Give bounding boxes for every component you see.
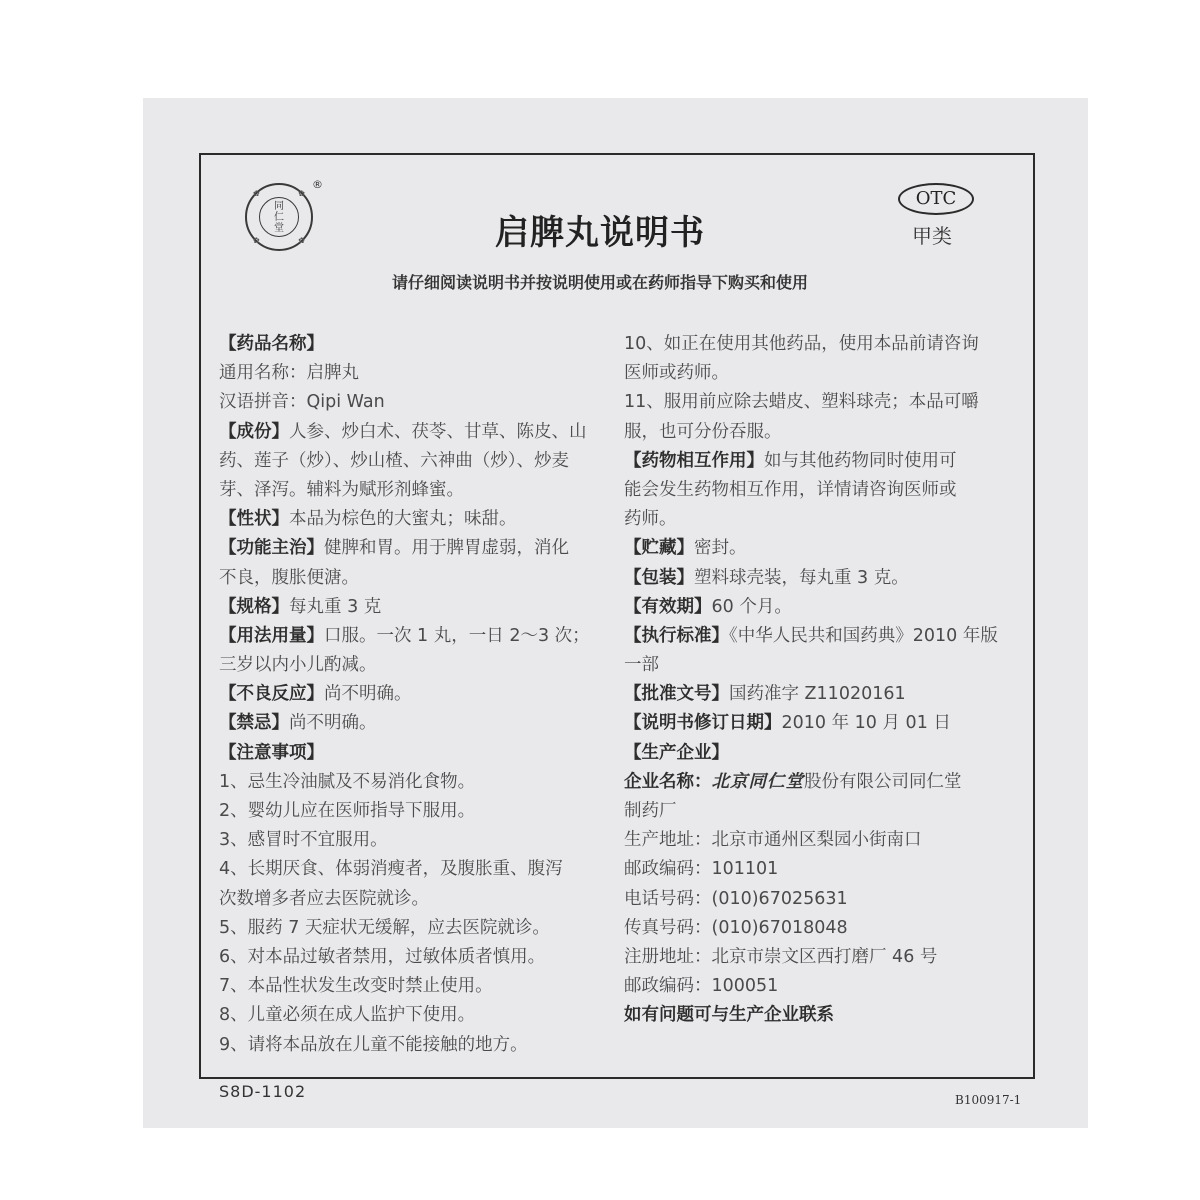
text-line	[624, 359, 1019, 388]
seal-char-2: 仁	[274, 211, 284, 223]
text-line	[219, 388, 614, 417]
section-text: 医师或药师。	[624, 363, 729, 384]
section-text: 不良，腹胀便溏。	[219, 567, 359, 588]
section-text: 尚不明确。	[324, 684, 412, 705]
text-line	[219, 739, 614, 768]
section-text: 4、长期厌食、体弱消瘦者，及腹胀重、腹泻	[219, 859, 563, 880]
seal-char-1: 同	[274, 200, 284, 212]
section-label: 【生产企业】	[624, 742, 729, 763]
section-text: 药、莲子（炒）、炒山楂、六神曲（炒）、炒麦	[219, 450, 569, 471]
section-label: 【批准文号】	[624, 684, 729, 705]
section-text: 9、请将本品放在儿童不能接触的地方。	[219, 1034, 528, 1055]
section-text: 制药厂	[624, 801, 677, 821]
section-text: 1、忌生冷油腻及不易消化食物。	[219, 771, 476, 792]
text-line	[624, 914, 1019, 943]
text-line	[624, 418, 1019, 447]
section-label: 【用法用量】	[219, 625, 324, 646]
section-text: 7、本品性状发生改变时禁止使用。	[219, 976, 493, 997]
text-line	[624, 447, 1019, 476]
section-text: 本品为棕色的大蜜丸；味甜。	[289, 509, 517, 530]
section-label: 【功能主治】	[219, 538, 324, 559]
section-text: 电话号码：(010)67025631	[624, 888, 848, 909]
text-line	[624, 972, 1019, 1001]
text-line	[219, 534, 614, 563]
section-text: 人参、炒白术、茯苓、甘草、陈皮、山	[289, 421, 587, 442]
document-title: 启脾丸说明书	[495, 213, 705, 253]
seal-char-3: 堂	[274, 222, 284, 234]
text-line	[624, 826, 1019, 855]
section-text: 服，也可分份吞服。	[624, 421, 782, 442]
text-line	[219, 914, 614, 943]
section-label: 【贮藏】	[624, 538, 694, 559]
text-line	[624, 388, 1019, 417]
text-line	[624, 505, 1019, 534]
batch-code: B100917-1	[955, 1093, 1022, 1107]
registered-mark: ®	[312, 178, 323, 191]
text-line	[219, 476, 614, 505]
section-label: 【禁忌】	[219, 713, 289, 734]
otc-class-label: 甲类	[912, 224, 952, 248]
text-line	[219, 972, 614, 1001]
text-line	[219, 826, 614, 855]
section-text: 8、儿童必须在成人监护下使用。	[219, 1005, 476, 1026]
section-label: 【性状】	[219, 509, 289, 530]
text-line	[219, 330, 614, 359]
section-text: 一部	[624, 655, 659, 676]
text-line	[219, 651, 614, 680]
text-line	[624, 768, 1019, 797]
text-line	[624, 885, 1019, 914]
text-line	[624, 855, 1019, 884]
section-text: 10、如正在使用其他药品，使用本品前请咨询	[624, 334, 979, 354]
text-line	[219, 943, 614, 972]
text-line	[219, 418, 614, 447]
section-label: 如有问题可与生产企业联系	[624, 1005, 834, 1026]
text-line	[624, 943, 1019, 972]
section-text: 6、对本品过敏者禁用，过敏体质者慎用。	[219, 946, 546, 967]
text-line	[219, 564, 614, 593]
text-line	[624, 622, 1019, 651]
right-column	[624, 330, 1019, 1031]
section-text: 邮政编码：100051	[624, 976, 779, 997]
text-line	[219, 797, 614, 826]
section-label: 【包装】	[624, 567, 694, 588]
otc-badge: OTC	[898, 183, 974, 215]
text-line	[219, 885, 614, 914]
section-text: 传真号码：(010)67018048	[624, 917, 848, 938]
section-text: 股份有限公司同仁堂	[804, 771, 962, 792]
section-text: 2、婴幼儿应在医师指导下服用。	[219, 801, 476, 821]
text-line	[219, 622, 614, 651]
section-text: 尚不明确。	[289, 713, 377, 734]
text-line	[624, 476, 1019, 505]
section-label: 【注意事项】	[219, 742, 324, 763]
text-line	[219, 1031, 614, 1060]
text-line	[219, 768, 614, 797]
left-column	[219, 330, 614, 1060]
section-text: 次数增多者应去医院就诊。	[219, 888, 429, 909]
text-line	[219, 1001, 614, 1030]
section-label: 【规格】	[219, 596, 289, 617]
section-text: 国药准字 Z11020161	[729, 684, 906, 705]
section-label: 【成份】	[219, 421, 289, 442]
section-text: 塑料球壳装，每丸重 3 克。	[694, 567, 909, 588]
section-text: 三岁以内小儿酌减。	[219, 655, 377, 676]
text-line	[624, 330, 1019, 359]
section-text: 健脾和胃。用于脾胃虚弱，消化	[324, 538, 569, 559]
tongrentang-logo-icon: ✿ ✿ ✿ ✿ 同 仁 堂	[245, 183, 313, 251]
section-text: 如与其他药物同时使用可	[764, 450, 957, 471]
text-line	[624, 709, 1019, 738]
section-label: 【执行标准】	[624, 625, 729, 646]
section-text: 2010 年 10 月 01 日	[781, 713, 951, 734]
text-line	[624, 534, 1019, 563]
section-text: 每丸重 3 克	[289, 596, 382, 617]
print-code: S8D-1102	[219, 1082, 307, 1101]
text-line	[624, 797, 1019, 826]
section-text: 5、服药 7 天症状无缓解，应去医院就诊。	[219, 917, 550, 938]
section-text: 注册地址：北京市崇文区西打磨厂 46 号	[624, 946, 938, 967]
section-text: 药师。	[624, 509, 677, 530]
text-line	[624, 651, 1019, 680]
text-line	[219, 359, 614, 388]
section-label: 企业名称：	[624, 771, 712, 792]
section-label: 【药品名称】	[219, 334, 324, 354]
section-text: 邮政编码：101101	[624, 859, 779, 880]
section-label: 【不良反应】	[219, 684, 324, 705]
text-line	[624, 593, 1019, 622]
section-text: 密封。	[694, 538, 747, 559]
text-line	[219, 593, 614, 622]
text-line	[624, 564, 1019, 593]
section-label: 【有效期】	[624, 596, 712, 617]
section-text: 《中华人民共和国药典》2010 年版	[729, 625, 998, 646]
usage-notice: 请仔细阅读说明书并按说明使用或在药师指导下购买和使用	[391, 273, 808, 292]
section-label: 【药物相互作用】	[624, 450, 764, 471]
text-line	[624, 1001, 1019, 1030]
text-line	[624, 680, 1019, 709]
section-text: 口服。一次 1 丸，一日 2～3 次；	[324, 625, 590, 646]
section-text: 通用名称：启脾丸	[219, 363, 359, 384]
section-text: 能会发生药物相互作用，详情请咨询医师或	[624, 479, 957, 500]
section-text: 汉语拼音：Qipi Wan	[219, 392, 385, 413]
text-line	[219, 855, 614, 884]
text-line	[219, 680, 614, 709]
company-calligraphy: 北京同仁堂	[711, 771, 804, 792]
section-text: 芽、泽泻。辅料为赋形剂蜂蜜。	[219, 479, 464, 500]
section-text: 生产地址：北京市通州区梨园小街南口	[624, 830, 922, 851]
text-line	[219, 709, 614, 738]
text-line	[219, 505, 614, 534]
section-text: 11、服用前应除去蜡皮、塑料球壳；本品可嚼	[624, 392, 979, 413]
text-line	[219, 447, 614, 476]
section-label: 【说明书修订日期】	[624, 713, 782, 734]
section-text: 60 个月。	[711, 596, 792, 617]
text-line	[624, 739, 1019, 768]
section-text: 3、感冒时不宜服用。	[219, 830, 388, 851]
